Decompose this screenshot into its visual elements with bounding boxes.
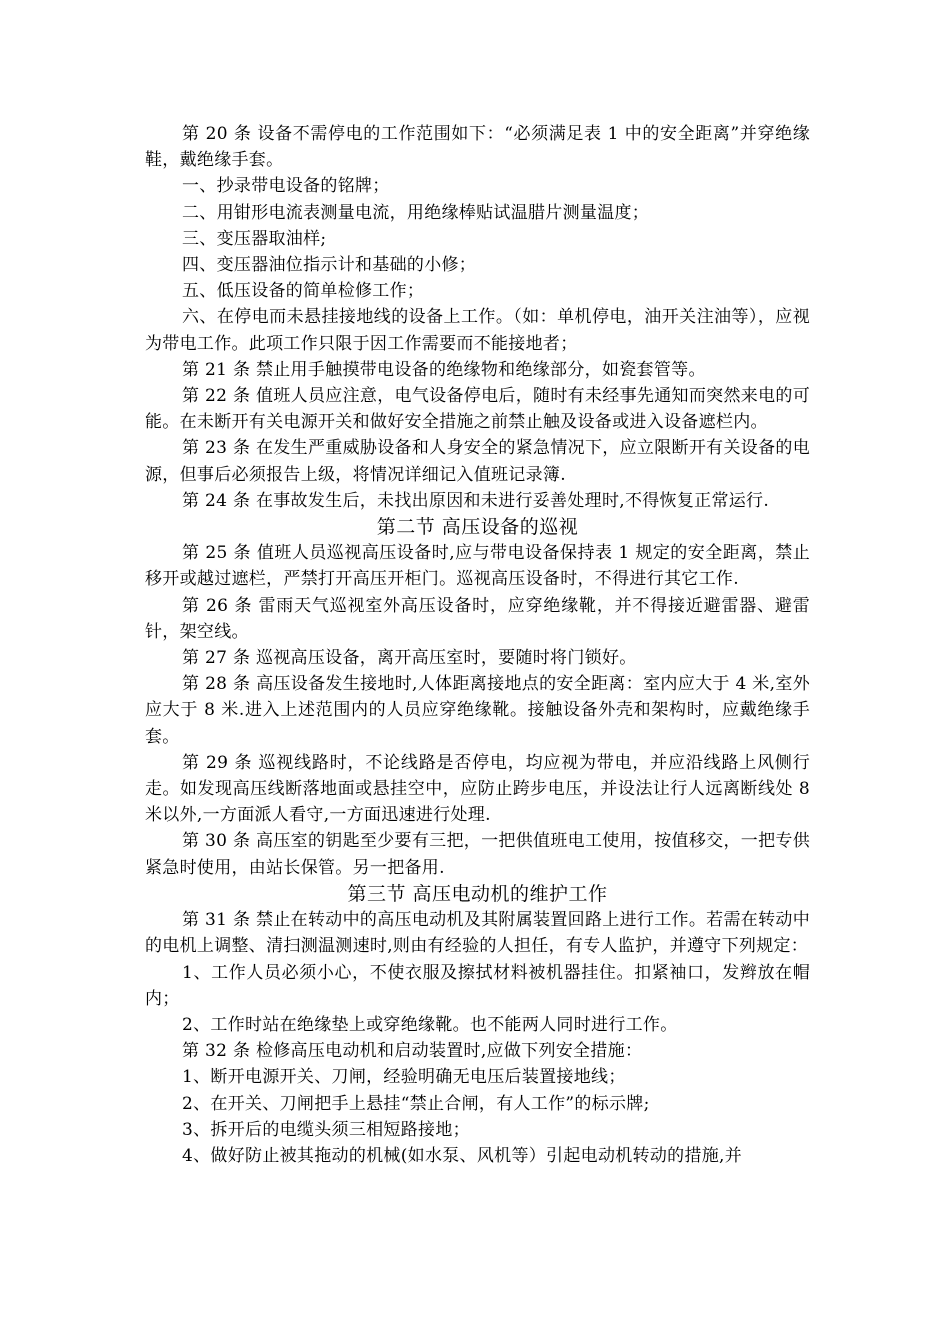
- article-29: 第 29 条 巡视线路时，不论线路是否停电，均应视为带电，并应沿线路上风侧行走。如发现高压线断落地面或悬挂空中，应防止跨步电压，并设法让行人远离断线处 8 米以外,一方面派人看守,一方面迅速进行处理.: [145, 752, 810, 826]
- article-23: 第 23 条 在发生严重威胁设备和人身安全的紧急情况下，应立限断开有关设备的电源，但事后必须报告上级，将情况详细记入值班记录簿.: [145, 438, 810, 485]
- list-item-2: 二、用钳形电流表测量电流，用绝缘棒贴试温腊片测量温度；: [182, 202, 650, 223]
- measure-item-1: 1、断开电源开关、刀闸，经验明确无电压后装置接地线；: [182, 1067, 626, 1088]
- article-21: 第 21 条 禁止用手触摸带电设备的绝缘物和绝缘部分，如瓷套管等。: [182, 359, 706, 380]
- article-30: 第 30 条 高压室的钥匙至少要有三把，一把供值班电工使用，按值移交，一把专供紧急时使用，由站长保管。另一把备用.: [145, 831, 810, 878]
- rule-item-1: 1、工作人员必须小心，不使衣服及擦拭材料被机器挂住。扣紧袖口，发辫放在帽内；: [145, 962, 810, 1009]
- document-body: [145, 121, 810, 1169]
- rule-item-2: 2、工作时站在绝缘垫上或穿绝缘靴。也不能两人同时进行工作。: [182, 1014, 678, 1035]
- article-27: 第 27 条 巡视高压设备，离开高压室时，要随时将门锁好。: [182, 648, 637, 669]
- article-22: 第 22 条 值班人员应注意，电气设备停电后，随时有未经事先通知而突然来电的可能。在未断开有关电源开关和做好安全措施之前禁止触及设备或进入设备遮栏内。: [145, 386, 810, 433]
- section-heading-3: 第三节 高压电动机的维护工作: [347, 882, 608, 905]
- list-item-4: 四、变压器油位指示计和基础的小修；: [182, 255, 477, 276]
- article-24: 第 24 条 在事故发生后，未找出原因和未进行妥善处理时,不得恢复正常运行.: [182, 490, 770, 511]
- list-item-6: 六、在停电而未悬挂接地线的设备上工作。（如：单机停电，油开关注油等），应视为带电工作。此项工作只限于因工作需要而不能接地者；: [145, 307, 810, 354]
- article-26: 第 26 条 雷雨天气巡视室外高压设备时，应穿绝缘靴，并不得接近避雷器、避雷针，架空线。: [145, 595, 810, 642]
- article-32: 第 32 条 检修高压电动机和启动装置时,应做下列安全措施：: [182, 1041, 643, 1062]
- list-item-1: 一、抄录带电设备的铭牌；: [182, 176, 390, 197]
- article-20: 第 20 条 设备不需停电的工作范围如下：“必须满足表 1 中的安全距离”并穿绝缘鞋，戴绝缘手套。: [145, 124, 810, 171]
- measure-item-4: 4、做好防止被其拖动的机械(如水泵、风机等）引起电动机转动的措施,并: [182, 1145, 743, 1166]
- article-28: 第 28 条 高压设备发生接地时,人体距离接地点的安全距离：室内应大于 4 米,室外应大于 8 米.进入上述范围内的人员应穿绝缘靴。接触设备外壳和架构时，应戴绝缘手套。: [145, 674, 810, 747]
- list-item-3: 三、变压器取油样;: [182, 228, 327, 249]
- measure-item-2: 2、在开关、刀闸把手上悬挂“禁止合闸，有人工作”的标示牌;: [182, 1093, 650, 1114]
- article-25: 第 25 条 值班人员巡视高压设备时,应与带电设备保持表 1 规定的安全距离，禁止移开或越过遮栏，严禁打开高压开柜门。巡视高压设备时，不得进行其它工作.: [145, 543, 810, 590]
- section-heading-2: 第二节 高压设备的巡视: [376, 516, 579, 539]
- list-item-5: 五、低压设备的简单检修工作；: [182, 281, 425, 302]
- measure-item-3: 3、拆开后的电缆头须三相短路接地；: [182, 1119, 470, 1140]
- article-31: 第 31 条 禁止在转动中的高压电动机及其附属装置回路上进行工作。若需在转动中的电机上调整、清扫测温测速时,则由有经验的人担任，有专人监护，并遵守下列规定：: [145, 910, 810, 957]
